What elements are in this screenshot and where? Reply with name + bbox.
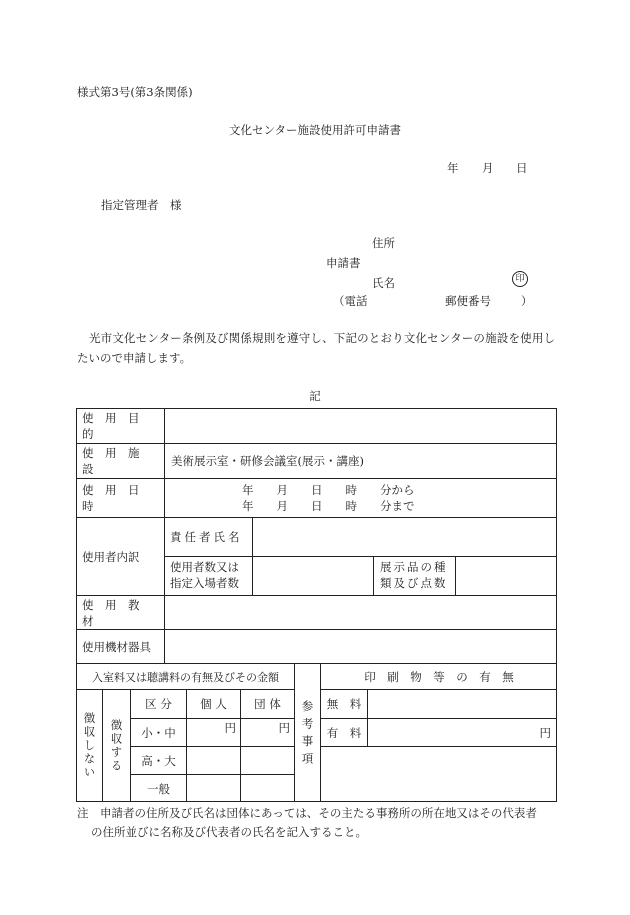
exhibit-field[interactable] <box>457 557 555 595</box>
users-label: 使用者内訳 <box>82 549 140 564</box>
postal-code-label: 郵便番号 <box>445 294 491 308</box>
count-label-line2: 指定入場者数 <box>170 576 239 590</box>
address-label: 住所 <box>372 236 395 250</box>
note-line1: 注 申請者の住所及び氏名は団体にあっては、その主たる事務所の所在地又はその代表者 <box>77 806 537 820</box>
note <box>77 804 557 842</box>
free-field[interactable] <box>368 690 556 718</box>
purpose-label: 使 用 目 的 <box>82 411 151 441</box>
general-individual-field[interactable] <box>187 775 240 802</box>
reference-field[interactable] <box>321 747 556 801</box>
exhibit-label-line1: 展示品の種 <box>380 560 448 574</box>
high-row-label: 高・大 <box>141 753 176 768</box>
no-collect-label: 徴収しない <box>82 712 97 780</box>
date-year-label: 年 <box>447 161 459 175</box>
collect-label: 徴収する <box>109 719 124 773</box>
date-day-label: 日 <box>516 161 528 175</box>
note-line2: の住所並びに名称及び代表者の氏名を記入すること。 <box>91 825 367 839</box>
general-group-field[interactable] <box>241 775 294 802</box>
name-label: 氏名 <box>372 276 395 290</box>
equipment-label: 使用機材器具 <box>82 639 151 654</box>
group-header: 団 体 <box>254 697 281 711</box>
equipment-field[interactable] <box>166 630 554 663</box>
free-label: 無 料 <box>326 697 362 711</box>
count-field[interactable] <box>254 557 372 595</box>
form-number: 様式第3号(第3条関係) <box>77 85 193 99</box>
ki-heading: 記 <box>309 389 321 403</box>
materials-field[interactable] <box>166 596 554 629</box>
date-month-label: 月 <box>482 161 494 175</box>
exhibit-label-line2: 類及び点数 <box>380 576 448 590</box>
elementary-row-label: 小・中 <box>141 725 176 740</box>
responsible-label: 責任者氏名 <box>170 530 243 544</box>
body-text: 光市文化センター条例及び関係規則を遵守し、下記のとおり文化センターの施設を使用したいので申請します。 <box>77 331 555 365</box>
facility-label: 使 用 施 設 <box>82 446 151 476</box>
individual-header: 個 人 <box>200 697 227 711</box>
page-title: 文化センター施設使用許可申請書 <box>228 123 402 137</box>
purpose-field[interactable] <box>166 409 554 443</box>
datetime-from[interactable]: 年 月 日 時 分から <box>242 483 415 497</box>
reference-label: 参考事項 <box>300 700 315 770</box>
paid-yen[interactable]: 円 <box>539 725 551 740</box>
elementary-individual-yen[interactable]: 円 <box>224 721 236 735</box>
paid-label: 有 料 <box>326 725 362 740</box>
datetime-to[interactable]: 年 月 日 時 分まで <box>242 499 415 513</box>
high-individual-field[interactable] <box>187 747 240 774</box>
count-label-line1: 使用者数又は <box>170 560 239 574</box>
datetime-label: 使 用 日 時 <box>82 483 151 513</box>
print-header: 印 刷 物 等 の 有 無 <box>364 669 514 684</box>
facility-value: 美術展示室・研修会議室(展示・講座) <box>171 454 364 468</box>
category-header: 区 分 <box>145 697 172 711</box>
elementary-group-yen[interactable]: 円 <box>278 721 290 735</box>
close-paren: ） <box>521 294 533 308</box>
applicant-label: 申請書 <box>326 256 361 270</box>
general-row-label: 一般 <box>147 781 170 796</box>
seal-mark: 印 <box>512 271 528 287</box>
phone-label: （電話 <box>333 294 368 308</box>
materials-label: 使 用 教 材 <box>82 597 151 628</box>
fee-header: 入室料又は聴講料の有無及びその金額 <box>92 670 279 684</box>
responsible-field[interactable] <box>254 518 554 556</box>
addressee: 指定管理者 様 <box>101 198 182 212</box>
high-group-field[interactable] <box>241 747 294 774</box>
